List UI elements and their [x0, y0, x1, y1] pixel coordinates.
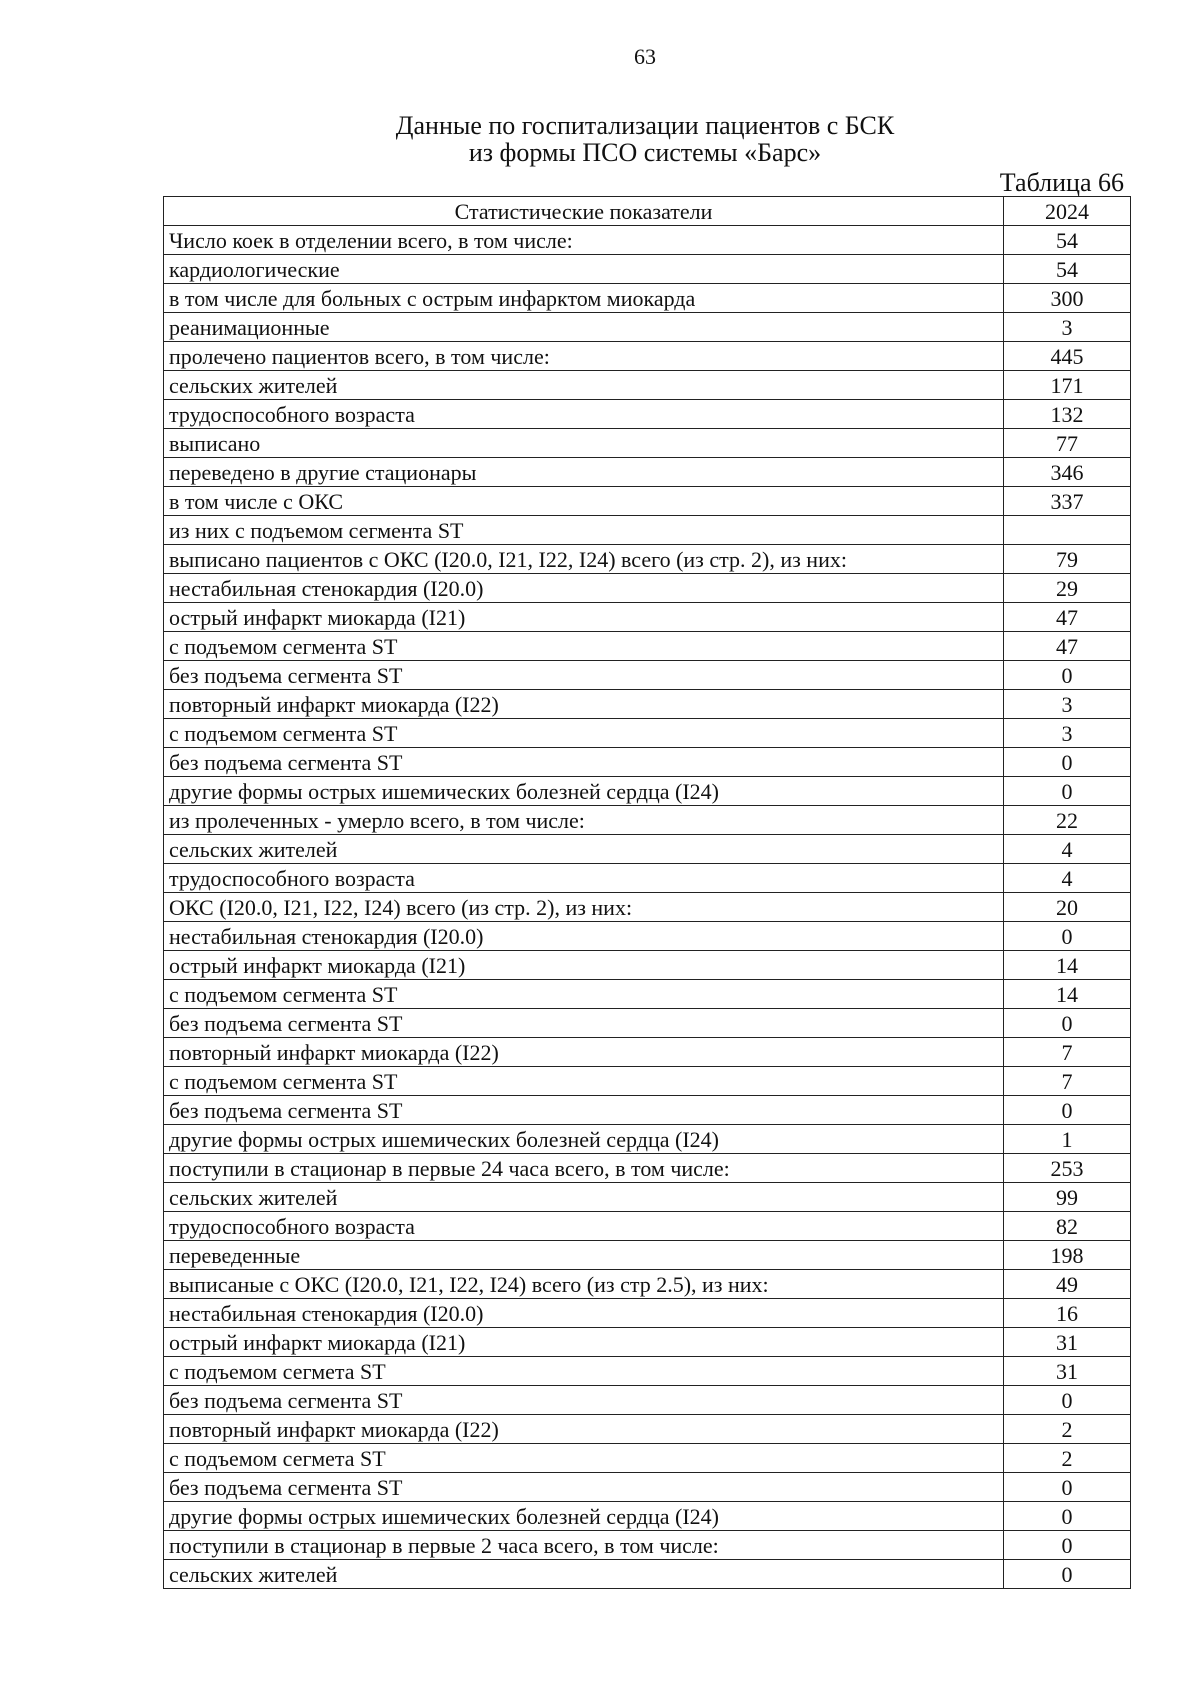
row-label: без подъема сегмента ST: [164, 1473, 1004, 1502]
row-label: выписано пациентов с ОКС (I20.0, I21, I22, I24) всего (из стр. 2), из них:: [164, 545, 1004, 574]
table-row: [164, 400, 1131, 429]
row-value: 7: [1004, 1038, 1131, 1067]
table-header-row: [164, 197, 1131, 226]
row-value: 7: [1004, 1067, 1131, 1096]
table-row: [164, 1096, 1131, 1125]
row-label: пролечено пациентов всего, в том числе:: [164, 342, 1004, 371]
row-label: с подъемом сегмента ST: [164, 632, 1004, 661]
table-row: [164, 1125, 1131, 1154]
table-row: [164, 835, 1131, 864]
table-row: [164, 371, 1131, 400]
row-label: с подъемом сегмета ST: [164, 1357, 1004, 1386]
title-line-2: из формы ПСО системы «Барс»: [468, 138, 822, 167]
row-label: с подъемом сегмента ST: [164, 980, 1004, 1009]
table-row: [164, 429, 1131, 458]
row-label: трудоспособного возраста: [164, 864, 1004, 893]
table-row: [164, 255, 1131, 284]
row-value: 79: [1004, 545, 1131, 574]
row-value: 3: [1004, 719, 1131, 748]
row-value: 0: [1004, 1502, 1131, 1531]
row-value: 47: [1004, 603, 1131, 632]
row-label: острый инфаркт миокарда (I21): [164, 951, 1004, 980]
row-label: нестабильная стенокардия (I20.0): [164, 922, 1004, 951]
row-label: нестабильная стенокардия (I20.0): [164, 574, 1004, 603]
row-value: 54: [1004, 255, 1131, 284]
row-value: 29: [1004, 574, 1131, 603]
row-label: в том числе с ОКС: [164, 487, 1004, 516]
row-label: ОКС (I20.0, I21, I22, I24) всего (из стр. 2), из них:: [164, 893, 1004, 922]
row-label: кардиологические: [164, 255, 1004, 284]
row-value: 14: [1004, 951, 1131, 980]
table-row: [164, 458, 1131, 487]
table-row: [164, 1444, 1131, 1473]
row-value: 0: [1004, 1096, 1131, 1125]
table-caption: Таблица 66: [999, 168, 1124, 197]
table-row: [164, 603, 1131, 632]
row-label: с подъемом сегмента ST: [164, 1067, 1004, 1096]
row-value: 82: [1004, 1212, 1131, 1241]
table-row: [164, 545, 1131, 574]
table-row: [164, 777, 1131, 806]
table-row: [164, 574, 1131, 603]
table-row: [164, 1386, 1131, 1415]
table-row: [164, 1415, 1131, 1444]
table-row: [164, 922, 1131, 951]
row-value: 2: [1004, 1415, 1131, 1444]
table-row: [164, 1009, 1131, 1038]
row-value: 31: [1004, 1357, 1131, 1386]
row-value: 253: [1004, 1154, 1131, 1183]
table-row: [164, 632, 1131, 661]
row-value: 4: [1004, 835, 1131, 864]
row-label: с подъемом сегмента ST: [164, 719, 1004, 748]
table-row: [164, 1154, 1131, 1183]
row-label: повторный инфаркт миокарда (I22): [164, 690, 1004, 719]
page-number: 63: [634, 44, 656, 69]
row-value: 77: [1004, 429, 1131, 458]
row-label: переведено в другие стационары: [164, 458, 1004, 487]
row-value: 300: [1004, 284, 1131, 313]
document-title: [0, 112, 1200, 166]
table-row: [164, 487, 1131, 516]
row-label: острый инфаркт миокарда (I21): [164, 1328, 1004, 1357]
table-body: [164, 226, 1131, 1589]
row-value: 171: [1004, 371, 1131, 400]
row-label: без подъема сегмента ST: [164, 1386, 1004, 1415]
row-label: сельских жителей: [164, 371, 1004, 400]
row-value: 1: [1004, 1125, 1131, 1154]
row-value: 0: [1004, 1531, 1131, 1560]
row-label: выписано: [164, 429, 1004, 458]
table-row: [164, 806, 1131, 835]
table-row: [164, 864, 1131, 893]
table-row: [164, 1502, 1131, 1531]
statistics-table: [163, 196, 1131, 1589]
row-value: 337: [1004, 487, 1131, 516]
row-value: 3: [1004, 313, 1131, 342]
row-label: реанимационные: [164, 313, 1004, 342]
row-label: без подъема сегмента ST: [164, 661, 1004, 690]
table-row: [164, 1241, 1131, 1270]
row-label: острый инфаркт миокарда (I21): [164, 603, 1004, 632]
row-value: 47: [1004, 632, 1131, 661]
table-row: [164, 1067, 1131, 1096]
row-label: переведенные: [164, 1241, 1004, 1270]
title-line-1: Данные по госпитализации пациентов с БСК: [395, 111, 895, 140]
row-value: 31: [1004, 1328, 1131, 1357]
row-label: сельских жителей: [164, 1183, 1004, 1212]
row-value: 0: [1004, 922, 1131, 951]
row-label: поступили в стационар в первые 24 часа всего, в том числе:: [164, 1154, 1004, 1183]
row-value: 20: [1004, 893, 1131, 922]
row-value: 132: [1004, 400, 1131, 429]
row-value: 2: [1004, 1444, 1131, 1473]
row-value: 198: [1004, 1241, 1131, 1270]
row-label: трудоспособного возраста: [164, 400, 1004, 429]
row-value: 99: [1004, 1183, 1131, 1212]
row-label: без подъема сегмента ST: [164, 748, 1004, 777]
table-row: [164, 690, 1131, 719]
row-label: сельских жителей: [164, 835, 1004, 864]
row-value: 0: [1004, 777, 1131, 806]
table-row: [164, 1328, 1131, 1357]
row-label: повторный инфаркт миокарда (I22): [164, 1415, 1004, 1444]
row-value: 346: [1004, 458, 1131, 487]
row-label: нестабильная стенокардия (I20.0): [164, 1299, 1004, 1328]
table-row: [164, 1270, 1131, 1299]
row-label: сельских жителей: [164, 1560, 1004, 1589]
table-row: [164, 1299, 1131, 1328]
row-label: из них с подъемом сегмента ST: [164, 516, 1004, 545]
row-value: 16: [1004, 1299, 1131, 1328]
table-row: [164, 1560, 1131, 1589]
row-value: 0: [1004, 1009, 1131, 1038]
row-value: 14: [1004, 980, 1131, 1009]
table-row: [164, 893, 1131, 922]
row-label: без подъема сегмента ST: [164, 1096, 1004, 1125]
row-label: с подъемом сегмета ST: [164, 1444, 1004, 1473]
row-label: без подъема сегмента ST: [164, 1009, 1004, 1038]
row-label: Число коек в отделении всего, в том числе:: [164, 226, 1004, 255]
row-label: другие формы острых ишемических болезней сердца (I24): [164, 1125, 1004, 1154]
row-label: в том числе для больных с острым инфарктом миокарда: [164, 284, 1004, 313]
row-value: 0: [1004, 1560, 1131, 1589]
row-value: 3: [1004, 690, 1131, 719]
table-row: [164, 516, 1131, 545]
table-row: [164, 313, 1131, 342]
row-value: 445: [1004, 342, 1131, 371]
row-value: 0: [1004, 748, 1131, 777]
row-label: выписаные с ОКС (I20.0, I21, I22, I24) всего (из стр 2.5), из них:: [164, 1270, 1004, 1299]
row-label: повторный инфаркт миокарда (I22): [164, 1038, 1004, 1067]
column-header-year: 2024: [1004, 197, 1131, 226]
row-label: другие формы острых ишемических болезней сердца (I24): [164, 777, 1004, 806]
row-value: 0: [1004, 1386, 1131, 1415]
table-row: [164, 342, 1131, 371]
row-label: другие формы острых ишемических болезней сердца (I24): [164, 1502, 1004, 1531]
table-row: [164, 661, 1131, 690]
table-row: [164, 951, 1131, 980]
row-label: поступили в стационар в первые 2 часа всего, в том числе:: [164, 1531, 1004, 1560]
row-value: 4: [1004, 864, 1131, 893]
row-value: 0: [1004, 1473, 1131, 1502]
table-row: [164, 719, 1131, 748]
table-row: [164, 1038, 1131, 1067]
row-label: трудоспособного возраста: [164, 1212, 1004, 1241]
row-value: 49: [1004, 1270, 1131, 1299]
column-header-indicators: Статистические показатели: [164, 197, 1004, 226]
table-row: [164, 1531, 1131, 1560]
row-value: 0: [1004, 661, 1131, 690]
table-row: [164, 748, 1131, 777]
table-row: [164, 1473, 1131, 1502]
table-row: [164, 1357, 1131, 1386]
table-row: [164, 284, 1131, 313]
row-label: из пролеченных - умерло всего, в том числе:: [164, 806, 1004, 835]
table-row: [164, 980, 1131, 1009]
row-value: [1004, 516, 1131, 545]
table-row: [164, 226, 1131, 255]
row-value: 54: [1004, 226, 1131, 255]
row-value: 22: [1004, 806, 1131, 835]
table-row: [164, 1212, 1131, 1241]
table-row: [164, 1183, 1131, 1212]
